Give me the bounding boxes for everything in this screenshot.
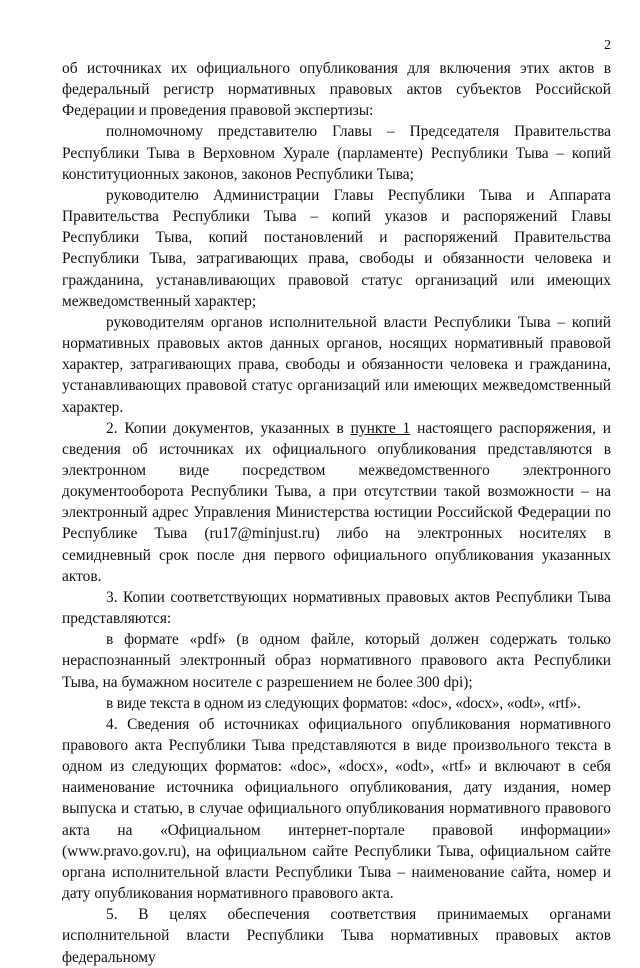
paragraph-item-4: 4. Сведения об источниках официального опубликования нормативного правового акта Республики Тыва представляются в виде произвольного текста в одном из следующих форматов: «doc», «docx», «odt», «rtf» и включают в себя наименование источника официального опубликования, дату издания, номер выпуска и статью, в случае официального опубликования нормативного правового акта на «Официальном интернет-портале правовой информации» (www.pravo.gov.ru), на официальном сайте Республики Тыва, официальном сайте органа исполнительной власти Республики Тыва – наименование сайта, номер и дату опубликования нормативного правового акта. [62, 715, 611, 903]
paragraph-recipient-administration: руководителю Администрации Главы Республики Тыва и Аппарата Правительства Республики Тыва – копий указов и распоряжений Главы Республики Тыва, копий постановлений и распоряжений Правительства Республики Тыва, затрагивающих права, свободы и обязанности человека и гражданина, устанавливающих правовой статус организаций или имеющих межведомственный характер; [62, 186, 611, 310]
page-number: 2 [604, 38, 611, 53]
paragraph-item-2 [62, 418, 611, 587]
point-1-link[interactable]: пункте 1 [350, 419, 411, 437]
paragraph-continuation: об источниках их официального опубликования для включения этих актов в федеральный регистр нормативных правовых актов субъектов Российской Федерации и проведения правовой экспертизы: [62, 60, 611, 120]
paragraph-recipient-executive-bodies: руководителям органов исполнительной власти Республики Тыва – копий нормативных правовых актов данных органов, носящих нормативный правовой характер, затрагивающих права, свободы и обязанности человека и гражданина, устанавливающих правовой статус организаций или имеющих межведомственный характер. [62, 313, 611, 416]
paragraph-item-2-lead: 2. Копии документов, указанных в [106, 419, 351, 437]
paragraph-item-2-rest: настоящего распоряжения, и сведения об источниках их официального опубликования представляются в электронном виде посредством межведомственного электронного документооборота Республики Тыва, а при отсутствии такой возможности – на электронный адрес Управления Министерства юстиции Российской Федерации по Республике Тыва (ru17@minjust.ru) либо на электронных носителях в семидневный срок после дня первого официального опубликования указанных актов. [62, 419, 611, 585]
paragraph-item-3: 3. Копии соответствующих нормативных правовых актов Республики Тыва представляются: [62, 588, 611, 628]
paragraph-text-formats: в виде текста в одном из следующих форматов: «doc», «docx», «odt», «rtf». [106, 694, 581, 712]
paragraph-pdf-format: в формате «pdf» (в одном файле, который должен содержать только нераспознанный электронный образ нормативного правового акта Республики Тыва, на бумажном носителе с разрешением не более 300 dpi); [62, 631, 611, 691]
document-body [62, 58, 611, 968]
paragraph-item-5: 5. В целях обеспечения соответствия принимаемых органами исполнительной власти Республики Тыва нормативных правовых актов федеральному [62, 906, 611, 966]
paragraph-recipient-plenipotentiary: полномочному представителю Главы – Председателя Правительства Республики Тыва в Верховном Хурале (парламенте) Республики Тыва – копий конституционных законов, законов Республики Тыва; [62, 123, 611, 183]
